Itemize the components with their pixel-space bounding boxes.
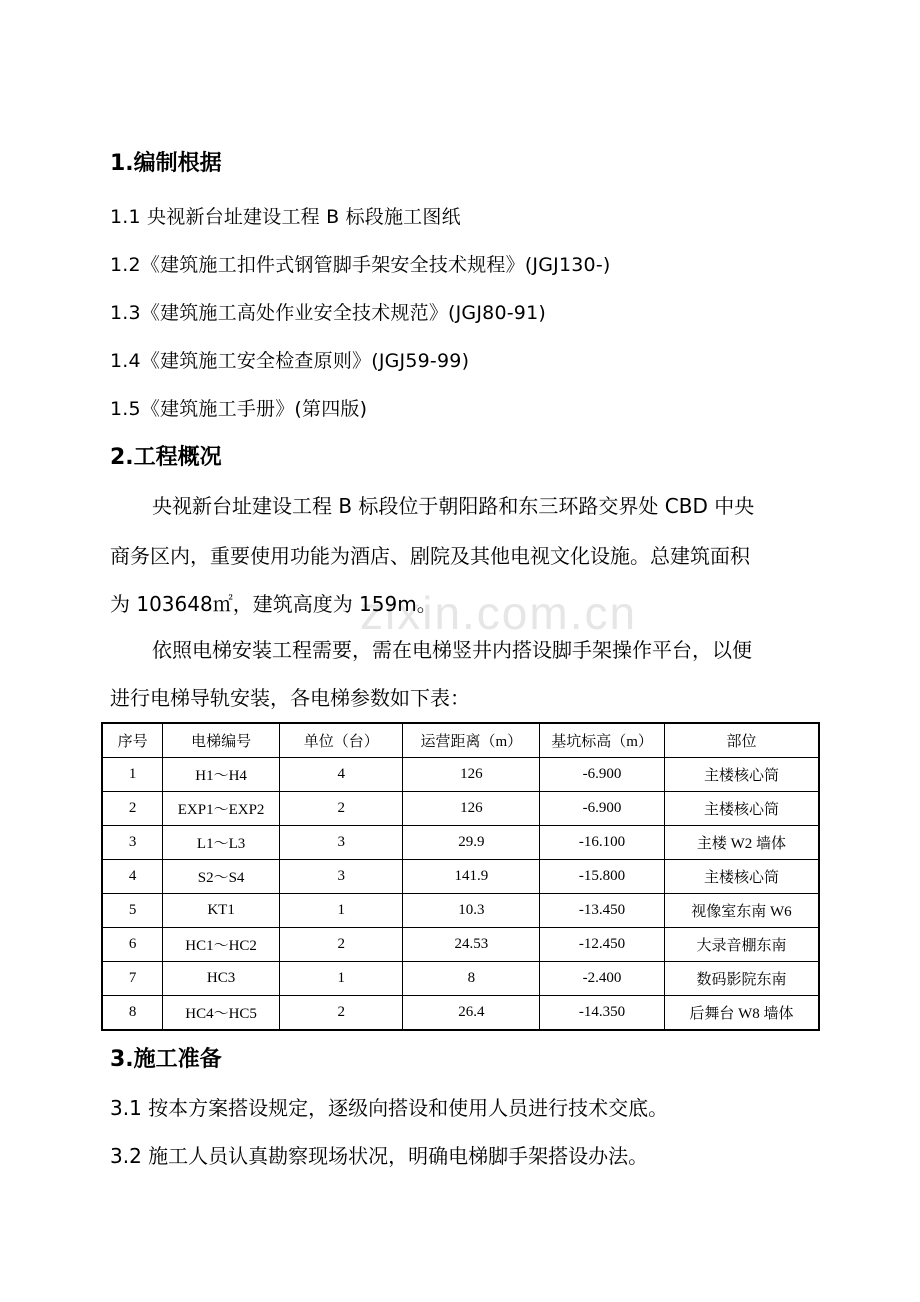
table-cell: H1～H4 (163, 758, 280, 792)
table-cell: 6 (102, 928, 163, 962)
column-header: 部位 (664, 723, 819, 758)
section-1-heading: 1.编制根据 (110, 151, 222, 176)
table-row (102, 996, 819, 1031)
column-header: 单位（台） (279, 723, 403, 758)
preparation-item: 3.2 施工人员认真勘察现场状况，明确电梯脚手架搭设办法。 (110, 1144, 649, 1168)
overview-line: 央视新台址建设工程 B 标段位于朝阳路和东三环路交界处 CBD 中央 (152, 494, 755, 518)
table-cell: 126 (403, 758, 540, 792)
table-cell: 2 (279, 928, 403, 962)
table-cell: 3 (279, 826, 403, 860)
column-header: 基坑标高（m） (540, 723, 665, 758)
table-cell: S2～S4 (163, 860, 280, 894)
table-cell: 8 (403, 962, 540, 996)
table-row (102, 860, 819, 894)
section-2-heading: 2.工程概况 (110, 445, 222, 470)
table-cell: 主楼 W2 墙体 (664, 826, 819, 860)
table-cell: 数码影院东南 (664, 962, 819, 996)
table-cell: 2 (102, 792, 163, 826)
table-row (102, 792, 819, 826)
table-row (102, 894, 819, 928)
table-cell: 26.4 (403, 996, 540, 1031)
overview-line: 进行电梯导轨安装，各电梯参数如下表： (110, 686, 470, 710)
section-3-heading: 3.施工准备 (110, 1047, 222, 1072)
table-cell: 8 (102, 996, 163, 1031)
table-cell: L1～L3 (163, 826, 280, 860)
basis-item: 1.4《建筑施工安全检查原则》(JGJ59-99) (110, 350, 470, 372)
table-cell: 24.53 (403, 928, 540, 962)
table-row (102, 758, 819, 792)
table-cell: 7 (102, 962, 163, 996)
table-cell: HC4～HC5 (163, 996, 280, 1031)
table-cell: -16.100 (540, 826, 665, 860)
table-cell: 大录音棚东南 (664, 928, 819, 962)
basis-item: 1.5《建筑施工手册》(第四版) (110, 398, 368, 420)
table-cell: 1 (279, 962, 403, 996)
column-header: 电梯编号 (163, 723, 280, 758)
overview-line: 依照电梯安装工程需要，需在电梯竖井内搭设脚手架操作平台，以便 (152, 638, 752, 662)
table-cell: KT1 (163, 894, 280, 928)
table-cell: -6.900 (540, 792, 665, 826)
table-cell: 主楼核心筒 (664, 758, 819, 792)
table-cell: 主楼核心筒 (664, 792, 819, 826)
table-row (102, 826, 819, 860)
table-cell: -15.800 (540, 860, 665, 894)
table-cell: -14.350 (540, 996, 665, 1031)
table-cell: 1 (102, 758, 163, 792)
table-header-row (102, 723, 819, 758)
table-cell: 2 (279, 996, 403, 1031)
table-row (102, 962, 819, 996)
table-cell: 3 (279, 860, 403, 894)
table-cell: -6.900 (540, 758, 665, 792)
table-cell: EXP1～EXP2 (163, 792, 280, 826)
table-cell: -12.450 (540, 928, 665, 962)
table-cell: 4 (102, 860, 163, 894)
table-cell: -13.450 (540, 894, 665, 928)
preparation-item: 3.1 按本方案搭设规定，逐级向搭设和使用人员进行技术交底。 (110, 1096, 669, 1120)
column-header: 序号 (102, 723, 163, 758)
table-cell: -2.400 (540, 962, 665, 996)
basis-item: 1.3《建筑施工高处作业安全技术规范》(JGJ80-91) (110, 302, 546, 324)
table-cell: HC3 (163, 962, 280, 996)
table-cell: 10.3 (403, 894, 540, 928)
table-cell: 2 (279, 792, 403, 826)
table-cell: 1 (279, 894, 403, 928)
basis-item: 1.2《建筑施工扣件式钢管脚手架安全技术规程》(JGJ130-) (110, 254, 611, 276)
table-row (102, 928, 819, 962)
column-header: 运营距离（m） (403, 723, 540, 758)
table-cell: 141.9 (403, 860, 540, 894)
overview-line: 商务区内，重要使用功能为酒店、剧院及其他电视文化设施。总建筑面积 (110, 544, 750, 568)
table-cell: HC1～HC2 (163, 928, 280, 962)
watermark: zixin.com.cn (360, 587, 638, 639)
table-cell: 29.9 (403, 826, 540, 860)
overview-line: 为 103648㎡，建筑高度为 159m。 (110, 592, 437, 616)
elevator-parameter-table (101, 722, 820, 1031)
table-cell: 5 (102, 894, 163, 928)
table-cell: 视像室东南 W6 (664, 894, 819, 928)
basis-item: 1.1 央视新台址建设工程 B 标段施工图纸 (110, 206, 461, 228)
table-cell: 4 (279, 758, 403, 792)
table-cell: 126 (403, 792, 540, 826)
table-cell: 3 (102, 826, 163, 860)
table-cell: 后舞台 W8 墙体 (664, 996, 819, 1031)
table-cell: 主楼核心筒 (664, 860, 819, 894)
